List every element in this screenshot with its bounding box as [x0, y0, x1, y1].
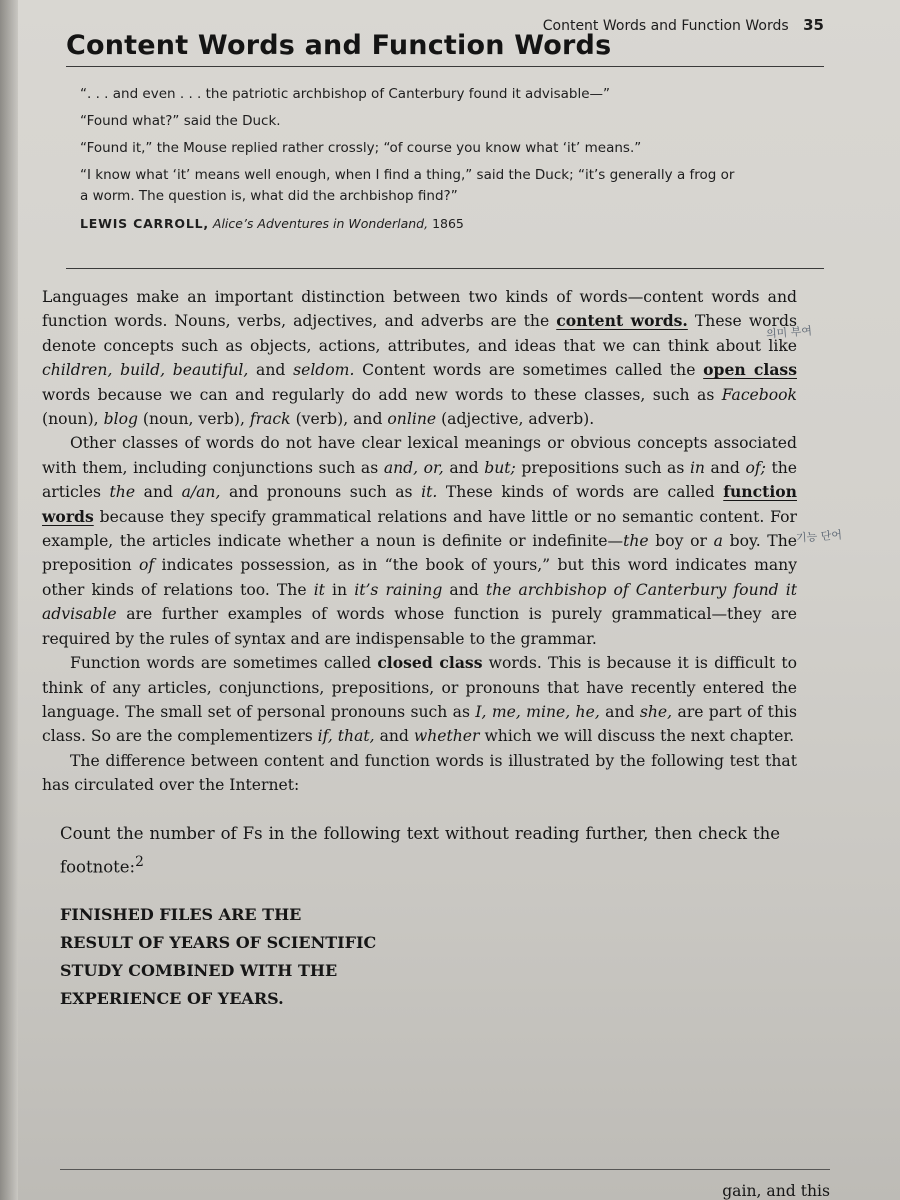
text-run: (noun, verb),	[137, 410, 250, 429]
text-run: and	[374, 727, 414, 746]
text-run: prepositions such as	[515, 458, 690, 477]
text-run: (noun),	[42, 410, 104, 429]
text-run: Languages make an important distinction between two kinds of words—content words and function words. Nouns, verbs, adjectives, and adverbs are the	[42, 288, 797, 331]
section-title: Content Words and Function Words	[66, 30, 612, 61]
example-text: a	[713, 532, 723, 551]
text-run: These kinds of words are called	[437, 483, 724, 502]
term-closed-class: closed class	[377, 653, 483, 673]
epigraph-line: “Found it,” the Mouse replied rather crossly; “of course you know what ‘it’ means.”	[80, 140, 642, 156]
example-text: she,	[639, 702, 673, 721]
text-run: are part of this class. So are the complementizers	[42, 702, 797, 746]
text-run: in	[324, 580, 355, 599]
example-text: Facebook	[721, 385, 797, 404]
text-run: and pronouns such as	[220, 483, 422, 502]
paragraph-2	[42, 431, 797, 651]
text-run: words because we can and regularly do add new words to these classes, such as	[42, 385, 722, 404]
epigraph-attribution	[80, 213, 740, 234]
caps-line: EXPERIENCE OF YEARS.	[60, 989, 284, 1009]
example-text: seldom.	[293, 361, 355, 380]
example-text: I, me, mine, he,	[475, 702, 600, 721]
test-caps-text	[60, 901, 480, 1013]
running-title: Content Words and Function Words	[542, 18, 789, 34]
epigraph-year: 1865	[432, 216, 464, 231]
footer-rule	[60, 1169, 830, 1170]
paragraph-1	[42, 285, 797, 431]
body-text	[42, 285, 797, 1013]
text-run: because they specify grammatical relations and have little or no semantic content. For example, the articles indicate whether a noun is definite or indefinite—	[42, 507, 797, 551]
example-text: frack	[249, 410, 291, 429]
text-run: These words denote concepts such as objects, actions, attributes, and ideas that we can think about like	[42, 312, 797, 355]
text-run: boy or	[648, 532, 714, 551]
example-text: the	[109, 483, 136, 502]
text-run: (verb), and	[290, 410, 388, 429]
handwritten-note: 의미 부여	[765, 324, 813, 341]
text-run: boy. The preposition	[42, 532, 797, 575]
term-open-class: open class	[703, 360, 797, 380]
example-text: online	[387, 410, 437, 429]
caps-line: FINISHED FILES ARE THE	[60, 905, 302, 925]
example-text: the	[623, 532, 649, 551]
page-edge-shadow	[0, 0, 18, 1200]
example-text: a/an,	[181, 483, 221, 502]
example-text: in	[689, 458, 705, 477]
caps-line: RESULT OF YEARS OF SCIENTIFIC	[60, 933, 377, 953]
title-rule	[66, 66, 824, 67]
text-run: (adjective, adverb).	[436, 410, 595, 429]
handwritten-note: 기능 단어	[795, 528, 843, 545]
epigraph-line: “I know what ‘it’ means well enough, when I find a thing,” said the Duck; “it’s generally a frog or a worm. The question is, what did the archbishop find?”	[80, 167, 735, 204]
epigraph-work: Alice’s Adventures in Wonderland,	[212, 216, 429, 231]
example-text: blog	[103, 410, 138, 429]
paragraph-3	[42, 651, 797, 749]
paragraph-4: The difference between content and function words is illustrated by the following test that has circulated over the Internet:	[42, 751, 797, 795]
text-run: indicates possession, as in “the book of yours,” but this word indicates many other kinds of relations too. The	[42, 556, 798, 599]
example-text: and, or,	[383, 458, 444, 477]
footer-text-fragment: gain, and this	[722, 1182, 830, 1200]
f-count-test	[60, 820, 780, 1014]
example-text: of	[139, 556, 155, 575]
example-text: whether	[413, 727, 480, 746]
text-run: and	[599, 702, 640, 721]
text-run: Other classes of words do not have clear lexical meanings or obvious concepts associated with them, including conjunctions such as	[42, 434, 797, 477]
example-text: the archbishop of Canterbury found it advisable	[42, 580, 798, 624]
epigraph-line: “. . . and even . . . the patriotic archbishop of Canterbury found it advisable—”	[80, 86, 611, 102]
epigraph	[80, 84, 740, 240]
term-function-words: function words	[42, 482, 797, 526]
test-instruction	[60, 820, 780, 882]
text-run: Count the number of Fs in the following text without reading further, then check the footnote:	[60, 823, 780, 877]
example-text: it’s raining	[354, 580, 443, 599]
text-run: words. This is because it is difficult to think of any articles, conjunctions, prepositions, or pronouns that have recently entered the language. The small set of personal pronouns such as	[42, 654, 798, 721]
text-run: and	[442, 580, 486, 599]
term-content-words: content words.	[556, 311, 688, 331]
epigraph-line: “Found what?” said the Duck.	[80, 113, 281, 129]
text-run: and	[704, 458, 746, 477]
example-text: if, that,	[317, 727, 375, 746]
text-run: are further examples of words whose function is purely grammatical—they are required by the rules of syntax and are indispensable to the grammar.	[42, 605, 797, 648]
text-run: which we will discuss the next chapter.	[479, 727, 795, 746]
text-run: and	[248, 361, 294, 380]
example-text: but;	[484, 458, 516, 477]
text-run: and	[443, 458, 485, 477]
page-number: 35	[803, 16, 824, 34]
example-text: children, build, beautiful,	[42, 361, 249, 380]
footnote-marker: 2	[135, 853, 144, 870]
epigraph-author: LEWIS CARROLL,	[80, 216, 209, 231]
example-text: it	[313, 580, 325, 599]
text-run: Function words are sometimes called	[70, 654, 378, 673]
text-run: Content words are sometimes called the	[354, 361, 704, 380]
epigraph-rule	[66, 268, 824, 269]
text-run: and	[135, 483, 182, 502]
example-text: of;	[745, 458, 766, 477]
text-run: the articles	[42, 458, 797, 502]
example-text: it.	[421, 483, 438, 502]
caps-line: STUDY COMBINED WITH THE	[60, 961, 338, 981]
